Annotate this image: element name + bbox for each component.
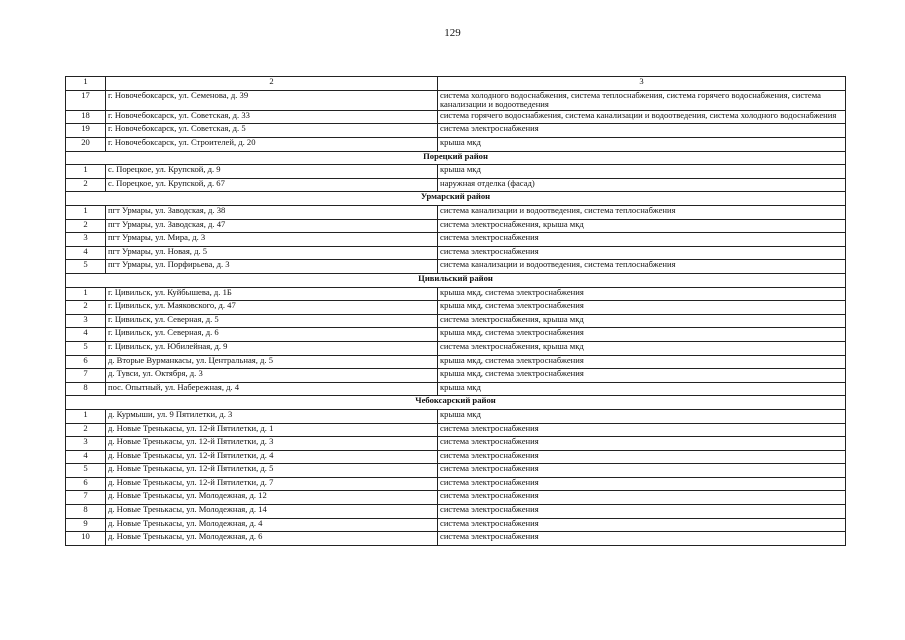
- row-works-cell: система электроснабжения, крыша мкд: [438, 219, 846, 233]
- row-address-cell: д. Новые Тренькасы, ул. 12-й Пятилетки, д. 3: [106, 437, 438, 451]
- row-number-cell: 2: [66, 178, 106, 192]
- row-works-cell: система электроснабжения: [438, 246, 846, 260]
- table-row: [66, 477, 846, 491]
- row-address-cell: с. Порецкое, ул. Крупской, д. 9: [106, 165, 438, 179]
- row-works-cell: система электроснабжения, крыша мкд: [438, 314, 846, 328]
- row-number-cell: 18: [66, 110, 106, 124]
- row-works-cell: наружная отделка (фасад): [438, 178, 846, 192]
- row-number-cell: 8: [66, 382, 106, 396]
- row-address-cell: г. Цивильск, ул. Юбилейная, д. 9: [106, 341, 438, 355]
- section-title: Порецкий район: [66, 151, 846, 165]
- section-title: Цивильский район: [66, 273, 846, 287]
- table-row: [66, 423, 846, 437]
- table-row: [66, 409, 846, 423]
- row-number-cell: 5: [66, 464, 106, 478]
- table-row: [66, 233, 846, 247]
- row-number-cell: 2: [66, 219, 106, 233]
- table-row: [66, 314, 846, 328]
- row-address-cell: пгт Урмары, ул. Заводская, д. 38: [106, 206, 438, 220]
- table-row: [66, 491, 846, 505]
- row-works-cell: система канализации и водоотведения, система теплоснабжения: [438, 206, 846, 220]
- row-address-cell: г. Цивильск, ул. Куйбышева, д. 1Б: [106, 287, 438, 301]
- row-number-cell: 5: [66, 260, 106, 274]
- row-address-cell: д. Новые Тренькасы, ул. 12-й Пятилетки, д. 7: [106, 477, 438, 491]
- table-row: [66, 206, 846, 220]
- row-works-cell: система электроснабжения: [438, 124, 846, 138]
- table-body: [66, 77, 846, 546]
- row-address-cell: д. Новые Тренькасы, ул. 12-й Пятилетки, д. 4: [106, 450, 438, 464]
- row-works-cell: система электроснабжения, крыша мкд: [438, 341, 846, 355]
- row-works-cell: система канализации и водоотведения, система теплоснабжения: [438, 260, 846, 274]
- row-address-cell: пос. Опытный, ул. Набережная, д. 4: [106, 382, 438, 396]
- row-number-cell: 10: [66, 532, 106, 546]
- row-address-cell: д. Новые Тренькасы, ул. Молодежная, д. 14: [106, 505, 438, 519]
- header-cell-address: 2: [106, 77, 438, 91]
- row-address-cell: г. Цивильск, ул. Северная, д. 5: [106, 314, 438, 328]
- row-works-cell: крыша мкд, система электроснабжения: [438, 369, 846, 383]
- row-address-cell: д. Курмыши, ул. 9 Пятилетки, д. 3: [106, 409, 438, 423]
- row-number-cell: 1: [66, 409, 106, 423]
- table-row: [66, 287, 846, 301]
- row-number-cell: 3: [66, 314, 106, 328]
- row-address-cell: д. Новые Тренькасы, ул. Молодежная, д. 12: [106, 491, 438, 505]
- table-row: [66, 464, 846, 478]
- table-row: [66, 165, 846, 179]
- table-row: [66, 260, 846, 274]
- row-number-cell: 6: [66, 477, 106, 491]
- table-row: [66, 532, 846, 546]
- section-title: Урмарский район: [66, 192, 846, 206]
- row-number-cell: 5: [66, 341, 106, 355]
- table-header-row: [66, 77, 846, 91]
- header-cell-works: 3: [438, 77, 846, 91]
- row-works-cell: система электроснабжения: [438, 491, 846, 505]
- table-row: [66, 505, 846, 519]
- row-works-cell: система электроснабжения: [438, 532, 846, 546]
- row-address-cell: д. Новые Тренькасы, ул. Молодежная, д. 4: [106, 518, 438, 532]
- row-works-cell: крыша мкд: [438, 165, 846, 179]
- table-row: [66, 450, 846, 464]
- row-address-cell: г. Новочебоксарск, ул. Семенова, д. 39: [106, 90, 438, 110]
- row-address-cell: пгт Урмары, ул. Заводская, д. 47: [106, 219, 438, 233]
- row-works-cell: крыша мкд, система электроснабжения: [438, 301, 846, 315]
- row-works-cell: система холодного водоснабжения, система теплоснабжения, система горячего водоснабжения, система канализации и водоотведения: [438, 90, 846, 110]
- table-row: [66, 301, 846, 315]
- table-row: [66, 219, 846, 233]
- table-row: [66, 355, 846, 369]
- row-number-cell: 4: [66, 246, 106, 260]
- row-works-cell: система электроснабжения: [438, 477, 846, 491]
- row-works-cell: крыша мкд: [438, 409, 846, 423]
- row-address-cell: д. Новые Тренькасы, ул. Молодежная, д. 6: [106, 532, 438, 546]
- row-works-cell: система электроснабжения: [438, 450, 846, 464]
- row-works-cell: крыша мкд, система электроснабжения: [438, 355, 846, 369]
- table-row: [66, 518, 846, 532]
- row-address-cell: пгт Урмары, ул. Порфирьева, д. 3: [106, 260, 438, 274]
- row-number-cell: 7: [66, 491, 106, 505]
- row-number-cell: 2: [66, 301, 106, 315]
- row-address-cell: пгт Урмары, ул. Новая, д. 5: [106, 246, 438, 260]
- row-works-cell: система электроснабжения: [438, 518, 846, 532]
- row-number-cell: 3: [66, 437, 106, 451]
- table-row: [66, 382, 846, 396]
- objects-table: [65, 76, 846, 546]
- section-header-row: [66, 151, 846, 165]
- table-row: [66, 341, 846, 355]
- table-row: [66, 138, 846, 152]
- table-row: [66, 90, 846, 110]
- header-cell-number: 1: [66, 77, 106, 91]
- row-works-cell: система электроснабжения: [438, 505, 846, 519]
- row-number-cell: 4: [66, 328, 106, 342]
- table-row: [66, 437, 846, 451]
- row-works-cell: крыша мкд: [438, 138, 846, 152]
- row-works-cell: крыша мкд: [438, 382, 846, 396]
- section-header-row: [66, 273, 846, 287]
- table-row: [66, 369, 846, 383]
- table-row: [66, 178, 846, 192]
- row-address-cell: г. Цивильск, ул. Северная, д. 6: [106, 328, 438, 342]
- row-address-cell: д. Вторые Вурманкасы, ул. Центральная, д. 5: [106, 355, 438, 369]
- row-address-cell: г. Цивильск, ул. Маяковского, д. 47: [106, 301, 438, 315]
- page-number: 129: [444, 27, 461, 39]
- row-number-cell: 1: [66, 206, 106, 220]
- row-address-cell: д. Новые Тренькасы, ул. 12-й Пятилетки, д. 1: [106, 423, 438, 437]
- row-works-cell: система электроснабжения: [438, 464, 846, 478]
- section-title: Чебоксарский район: [66, 396, 846, 410]
- table-row: [66, 328, 846, 342]
- row-address-cell: д. Новые Тренькасы, ул. 12-й Пятилетки, д. 5: [106, 464, 438, 478]
- row-number-cell: 1: [66, 165, 106, 179]
- row-works-cell: система электроснабжения: [438, 437, 846, 451]
- table-row: [66, 246, 846, 260]
- row-number-cell: 7: [66, 369, 106, 383]
- row-address-cell: с. Порецкое, ул. Крупской, д. 67: [106, 178, 438, 192]
- table-row: [66, 124, 846, 138]
- section-header-row: [66, 396, 846, 410]
- row-works-cell: крыша мкд, система электроснабжения: [438, 287, 846, 301]
- row-number-cell: 9: [66, 518, 106, 532]
- row-number-cell: 1: [66, 287, 106, 301]
- row-number-cell: 17: [66, 90, 106, 110]
- row-works-cell: система электроснабжения: [438, 233, 846, 247]
- row-number-cell: 3: [66, 233, 106, 247]
- row-number-cell: 6: [66, 355, 106, 369]
- row-number-cell: 19: [66, 124, 106, 138]
- row-number-cell: 2: [66, 423, 106, 437]
- section-header-row: [66, 192, 846, 206]
- row-address-cell: г. Новочебоксарск, ул. Советская, д. 33: [106, 110, 438, 124]
- row-number-cell: 20: [66, 138, 106, 152]
- row-works-cell: система электроснабжения: [438, 423, 846, 437]
- row-address-cell: пгт Урмары, ул. Мира, д. 3: [106, 233, 438, 247]
- row-works-cell: система горячего водоснабжения, система канализации и водоотведения, система холодного водоснабжения: [438, 110, 846, 124]
- table-row: [66, 110, 846, 124]
- row-number-cell: 8: [66, 505, 106, 519]
- row-address-cell: д. Тувси, ул. Октября, д. 3: [106, 369, 438, 383]
- row-works-cell: крыша мкд, система электроснабжения: [438, 328, 846, 342]
- row-number-cell: 4: [66, 450, 106, 464]
- row-address-cell: г. Новочебоксарск, ул. Строителей, д. 20: [106, 138, 438, 152]
- row-address-cell: г. Новочебоксарск, ул. Советская, д. 5: [106, 124, 438, 138]
